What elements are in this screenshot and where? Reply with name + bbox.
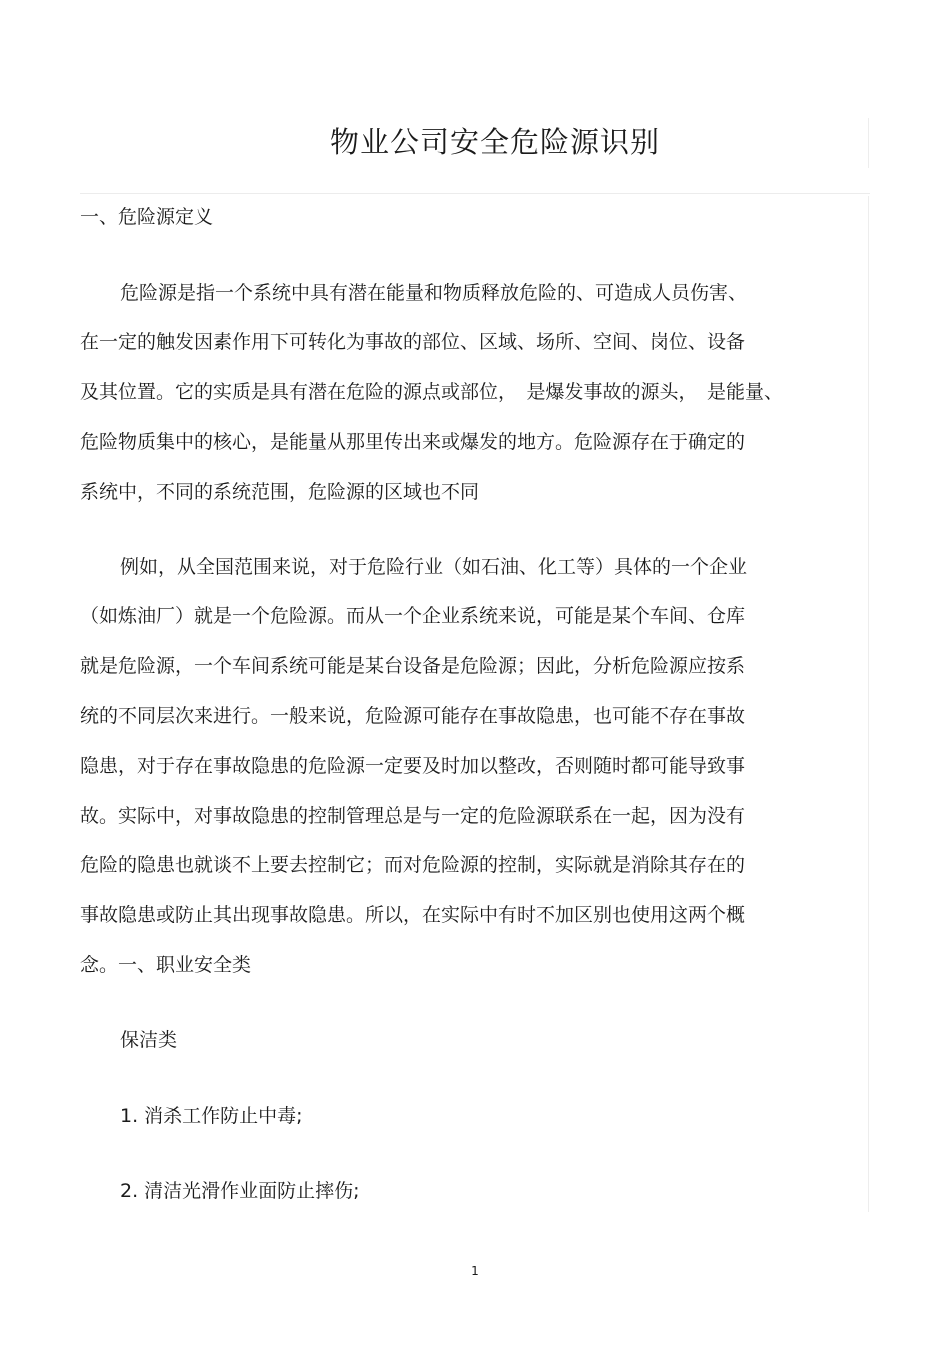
paragraph-line: 系统中，不同的系统范围，危险源的区域也不同 (80, 481, 480, 503)
paragraph-line: 危险源是指一个系统中具有潜在能量和物质释放危险的、可造成人员伤害、 (120, 282, 748, 304)
paragraph-line: 统的不同层次来进行。一般来说，危险源可能存在事故隐患，也可能不存在事故 (80, 705, 746, 727)
list-item: 1. 消杀工作防止中毒; (120, 1105, 303, 1127)
paragraph-line: 危险物质集中的核心，是能量从那里传出来或爆发的地方。危险源存在于确定的 (80, 431, 746, 453)
paragraph-line: 在一定的触发因素作用下可转化为事故的部位、区域、场所、空间、岗位、设备 (80, 331, 746, 353)
paragraph-line: 就是危险源，一个车间系统可能是某台设备是危险源；因此，分析危险源应按系 (80, 655, 746, 677)
paragraph-line: 危险的隐患也就谈不上要去控制它；而对危险源的控制，实际就是消除其存在的 (80, 854, 746, 876)
header-divider (80, 193, 870, 194)
section-heading: 一、危险源定义 (80, 206, 214, 228)
margin-line-top (868, 118, 869, 168)
document-title: 物业公司安全危险源识别 (329, 125, 660, 159)
list-item: 2. 清洁光滑作业面防止摔伤; (120, 1180, 360, 1202)
paragraph-line: 事故隐患或防止其出现事故隐患。所以，在实际中有时不加区别也使用这两个概 (80, 904, 746, 926)
paragraph-line: 例如，从全国范围来说，对于危险行业（如石油、化工等）具体的一个企业 (120, 556, 748, 578)
margin-line-right (868, 196, 869, 1212)
subheading: 保洁类 (120, 1029, 178, 1051)
paragraph-line: 故。实际中，对事故隐患的控制管理总是与一定的危险源联系在一起，因为没有 (80, 805, 746, 827)
paragraph-line: 及其位置。它的实质是具有潜在危险的源点或部位， 是爆发事故的源头， 是能量、 (80, 381, 784, 403)
paragraph-line: 念。一、职业安全类 (80, 954, 252, 976)
paragraph-line: 隐患，对于存在事故隐患的危险源一定要及时加以整改，否则随时都可能导致事 (80, 755, 746, 777)
paragraph-line: （如炼油厂）就是一个危险源。而从一个企业系统来说，可能是某个车间、仓库 (80, 605, 746, 627)
page-number: 1 (471, 1264, 479, 1278)
